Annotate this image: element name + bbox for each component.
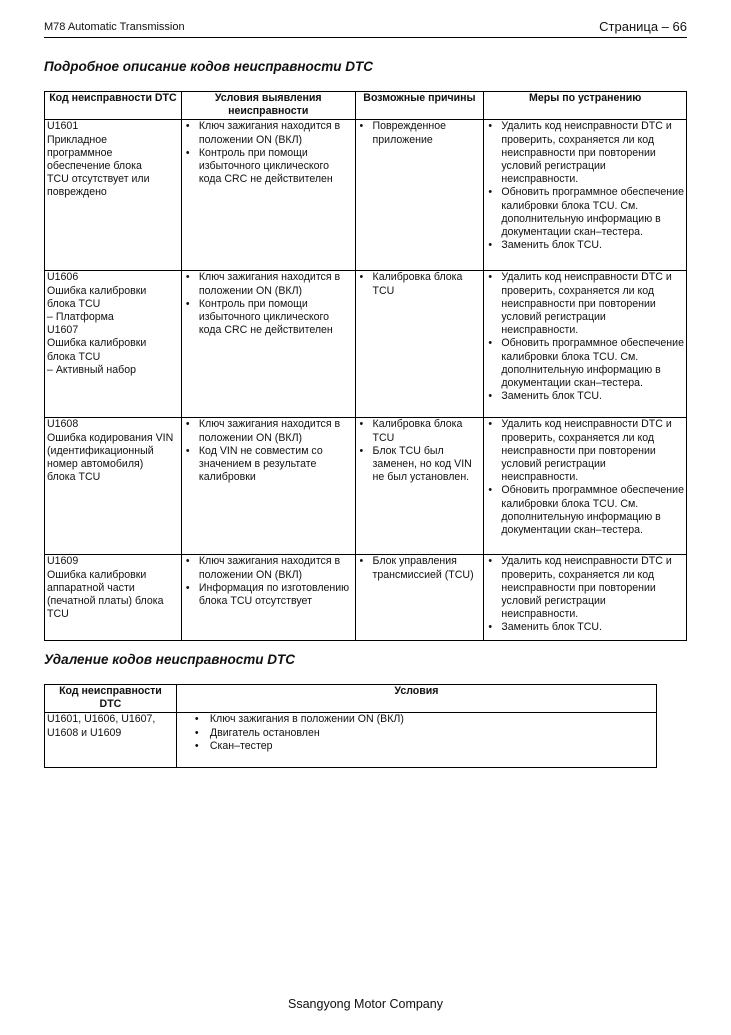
- column-header-conditions: Условия: [176, 685, 656, 713]
- dtc-code-cell: [45, 418, 182, 555]
- code-line: номер автомобиля): [47, 458, 144, 471]
- code-line: обеспечение блока: [47, 160, 142, 173]
- list-item: • Обновить программное обеспечение калибровки блока TCU. См. дополнительную информацию в документации скан–тестера.: [486, 484, 684, 537]
- code-line: программное: [47, 146, 113, 159]
- code-line: U1607: [47, 324, 79, 337]
- table-header-row: [45, 685, 657, 713]
- code-line: U1609: [47, 555, 79, 568]
- list-item: • Блок управления трансмиссией (TCU): [358, 555, 482, 581]
- remedies-cell: [484, 271, 687, 418]
- code-line: U1608: [47, 418, 79, 431]
- list-item: • Калибровка блока TCU: [358, 418, 482, 444]
- table-row: [45, 713, 657, 768]
- code-line: Ошибка калибровки: [47, 284, 147, 297]
- list-item: • Поврежденное приложение: [358, 120, 482, 146]
- dtc-code-cell: [45, 713, 177, 768]
- column-header-conditions: Условия выявления неисправности: [181, 92, 355, 120]
- code-line: U1606: [47, 271, 79, 284]
- list-item: • Код VIN не совместим со значением в результате калибровки: [184, 445, 353, 485]
- list-item: • Обновить программное обеспечение калибровки блока TCU. См. дополнительную информацию в документации скан–тестера.: [486, 186, 684, 239]
- code-line: блока TCU: [47, 471, 101, 484]
- dtc-code-cell: [45, 271, 182, 418]
- dtc-clearing-table: [44, 684, 657, 768]
- list-item: • Контроль при помощи избыточного циклического кода CRC не действителен: [184, 147, 353, 187]
- code-line: – Платформа: [47, 311, 114, 324]
- table-row: [45, 418, 687, 555]
- dtc-description-table: [44, 91, 687, 641]
- table-header-row: [45, 92, 687, 120]
- remedies-cell: [484, 418, 687, 555]
- code-line: блока TCU: [47, 350, 101, 363]
- list-item: • Удалить код неисправности DTC и проверить, сохраняется ли код неисправности при повторении условий регистрации неисправности.: [486, 120, 684, 186]
- remedies-cell: [484, 120, 687, 271]
- code-line: аппаратной части: [47, 581, 135, 594]
- column-header-code: Код неисправности DTC: [45, 685, 177, 713]
- list-item: • Скан–тестер: [179, 740, 654, 753]
- code-line: Ошибка калибровки: [47, 568, 147, 581]
- code-line: Прикладное: [47, 133, 108, 146]
- header-divider: [44, 37, 687, 38]
- causes-cell: [355, 271, 484, 418]
- section-title-dtc-clearing: Удаление кодов неисправности DTC: [44, 652, 296, 667]
- list-item: • Ключ зажигания находится в положении ON (ВКЛ): [184, 120, 353, 146]
- code-line: U1601, U1606, U1607,: [47, 713, 156, 726]
- column-header-causes: Возможные причины: [355, 92, 484, 120]
- list-item: • Калибровка блока TCU: [358, 271, 482, 297]
- code-line: U1601: [47, 120, 79, 133]
- code-line: – Активный набор: [47, 363, 136, 376]
- list-item: • Блок TCU был заменен, но код VIN не был установлен.: [358, 445, 482, 485]
- list-item: • Ключ зажигания находится в положении ON (ВКЛ): [184, 555, 353, 581]
- list-item: • Удалить код неисправности DTC и проверить, сохраняется ли код неисправности при повторении условий регистрации неисправности.: [486, 555, 684, 621]
- list-item: • Удалить код неисправности DTC и проверить, сохраняется ли код неисправности при повторении условий регистрации неисправности.: [486, 271, 684, 337]
- table-row: [45, 120, 687, 271]
- section-title-dtc-description: Подробное описание кодов неисправности DTC: [44, 59, 374, 74]
- list-item: • Удалить код неисправности DTC и проверить, сохраняется ли код неисправности при повторении условий регистрации неисправности.: [486, 418, 684, 484]
- page-footer: Ssangyong Motor Company: [288, 997, 443, 1011]
- list-item: • Заменить блок TCU.: [486, 239, 684, 252]
- conditions-cell: [181, 555, 355, 641]
- list-item: • Ключ зажигания находится в положении ON (ВКЛ): [184, 271, 353, 297]
- code-line: Ошибка кодирования VIN: [47, 431, 174, 444]
- causes-cell: [355, 418, 484, 555]
- list-item: • Ключ зажигания в положении ON (ВКЛ): [179, 713, 654, 726]
- page-header-left: M78 Automatic Transmission: [44, 21, 185, 33]
- dtc-code-cell: [45, 555, 182, 641]
- table-row: [45, 555, 687, 641]
- page-header-right: Страница – 66: [599, 19, 687, 34]
- code-line: TCU: [47, 608, 69, 621]
- list-item: • Информация по изготовлению блока TCU отсутствует: [184, 582, 353, 608]
- code-line: (печатной платы) блока: [47, 595, 164, 608]
- column-header-remedies: Меры по устранению: [484, 92, 687, 120]
- code-line: блока TCU: [47, 297, 101, 310]
- list-item: • Контроль при помощи избыточного циклического кода CRC не действителен: [184, 298, 353, 338]
- list-item: • Ключ зажигания находится в положении ON (ВКЛ): [184, 418, 353, 444]
- table-row: [45, 271, 687, 418]
- causes-cell: [355, 555, 484, 641]
- list-item: • Обновить программное обеспечение калибровки блока TCU. См. дополнительную информацию в документации скан–тестера.: [486, 337, 684, 390]
- code-line: TCU отсутствует или: [47, 173, 150, 186]
- code-line: (идентификационный: [47, 444, 154, 457]
- remedies-cell: [484, 555, 687, 641]
- column-header-code: Код неисправности DTC: [45, 92, 182, 120]
- conditions-cell: [181, 418, 355, 555]
- conditions-cell: [176, 713, 656, 768]
- causes-cell: [355, 120, 484, 271]
- list-item: • Заменить блок TCU.: [486, 621, 684, 634]
- conditions-cell: [181, 120, 355, 271]
- list-item: • Заменить блок TCU.: [486, 390, 684, 403]
- code-line: повреждено: [47, 186, 107, 199]
- code-line: Ошибка калибровки: [47, 337, 147, 350]
- dtc-code-cell: [45, 120, 182, 271]
- list-item: • Двигатель остановлен: [179, 727, 654, 740]
- conditions-cell: [181, 271, 355, 418]
- code-line: U1608 и U1609: [47, 726, 122, 739]
